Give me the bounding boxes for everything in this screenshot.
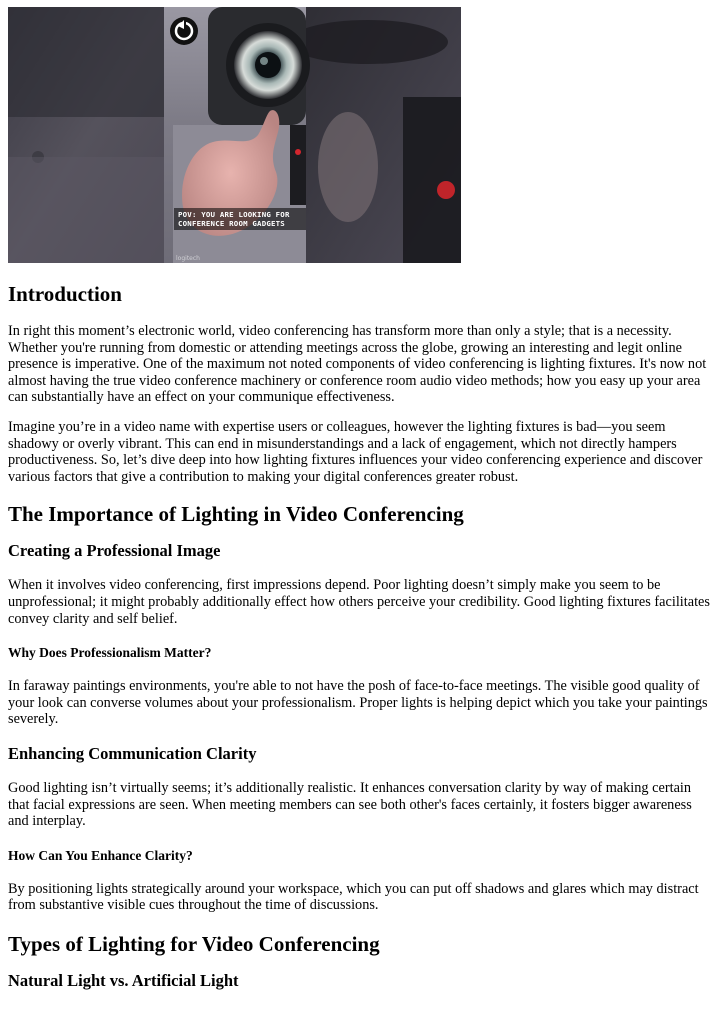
why-heading: Why Does Professionalism Matter? (8, 645, 212, 661)
svg-text:logitech: logitech (176, 255, 200, 262)
types-heading: Types of Lighting for Video Conferencing (8, 931, 380, 956)
how-heading: How Can You Enhance Clarity? (8, 847, 193, 863)
importance-heading: The Importance of Lighting in Video Conferencing (8, 502, 464, 527)
hero-image (8, 7, 461, 263)
why-paragraph: In faraway paintings environments, you're able to not have the posh of face-to-face meetings. The visible good quality of your look can converse volumes about your professionalism. Proper lights is helping depict which you take your paintings severely. (8, 678, 708, 728)
intro-heading: Introduction (8, 282, 122, 306)
intro-paragraph-2: Imagine you’re in a video name with expertise users or colleagues, however the lighting fixtures is bad—you seem shadowy or overly vibrant. This can end in misunderstandings and a lack of engagement, which not directly hampers productiveness. So, let’s dive deep into how lighting fixtures influences your video conferencing experience and discover various factors that give a contribution to making your digital conferences greater robust. (8, 418, 703, 485)
hero-caption: POV: YOU ARE LOOKING FOR CONFERENCE ROOM GADGETS (174, 208, 306, 230)
clarity-heading: Enhancing Communication Clarity (8, 743, 257, 763)
professional-heading: Creating a Professional Image (8, 541, 221, 561)
natural-heading: Natural Light vs. Artificial Light (8, 970, 239, 990)
clarity-paragraph: Good lighting isn’t virtually seems; it’s additionally realistic. It enhances conversation clarity by way of making certain that facial expressions are seen. When meeting members can see both other's faces certainly, it fosters bigger awareness and interplay. (8, 779, 692, 830)
intro-paragraph-1: In right this moment’s electronic world, video conferencing has transform more than only a style; that is a necessity. Whether you're running from domestic or attending meetings across the globe, growing an interesting and legit online presence is imperative. One of the maximum not noted components of video conferencing is lighting fixtures. It's now not almost having the true video conference machinery or conference room audio video methods; how you easy up your area can substantially have an effect on your communique effectiveness. (8, 323, 707, 406)
professional-paragraph: When it involves video conferencing, first impressions depend. Poor lighting doesn’t simply make you seem to be unprofessional; it might probably additionally effect how others perceive your credibility. Good lighting fixtures facilitates convey clarity and self belief. (8, 577, 710, 627)
how-paragraph: By positioning lights strategically around your workspace, which you can put off shadows and glares which may distract from substantive visible cues throughout the time of discussions. (8, 880, 699, 914)
